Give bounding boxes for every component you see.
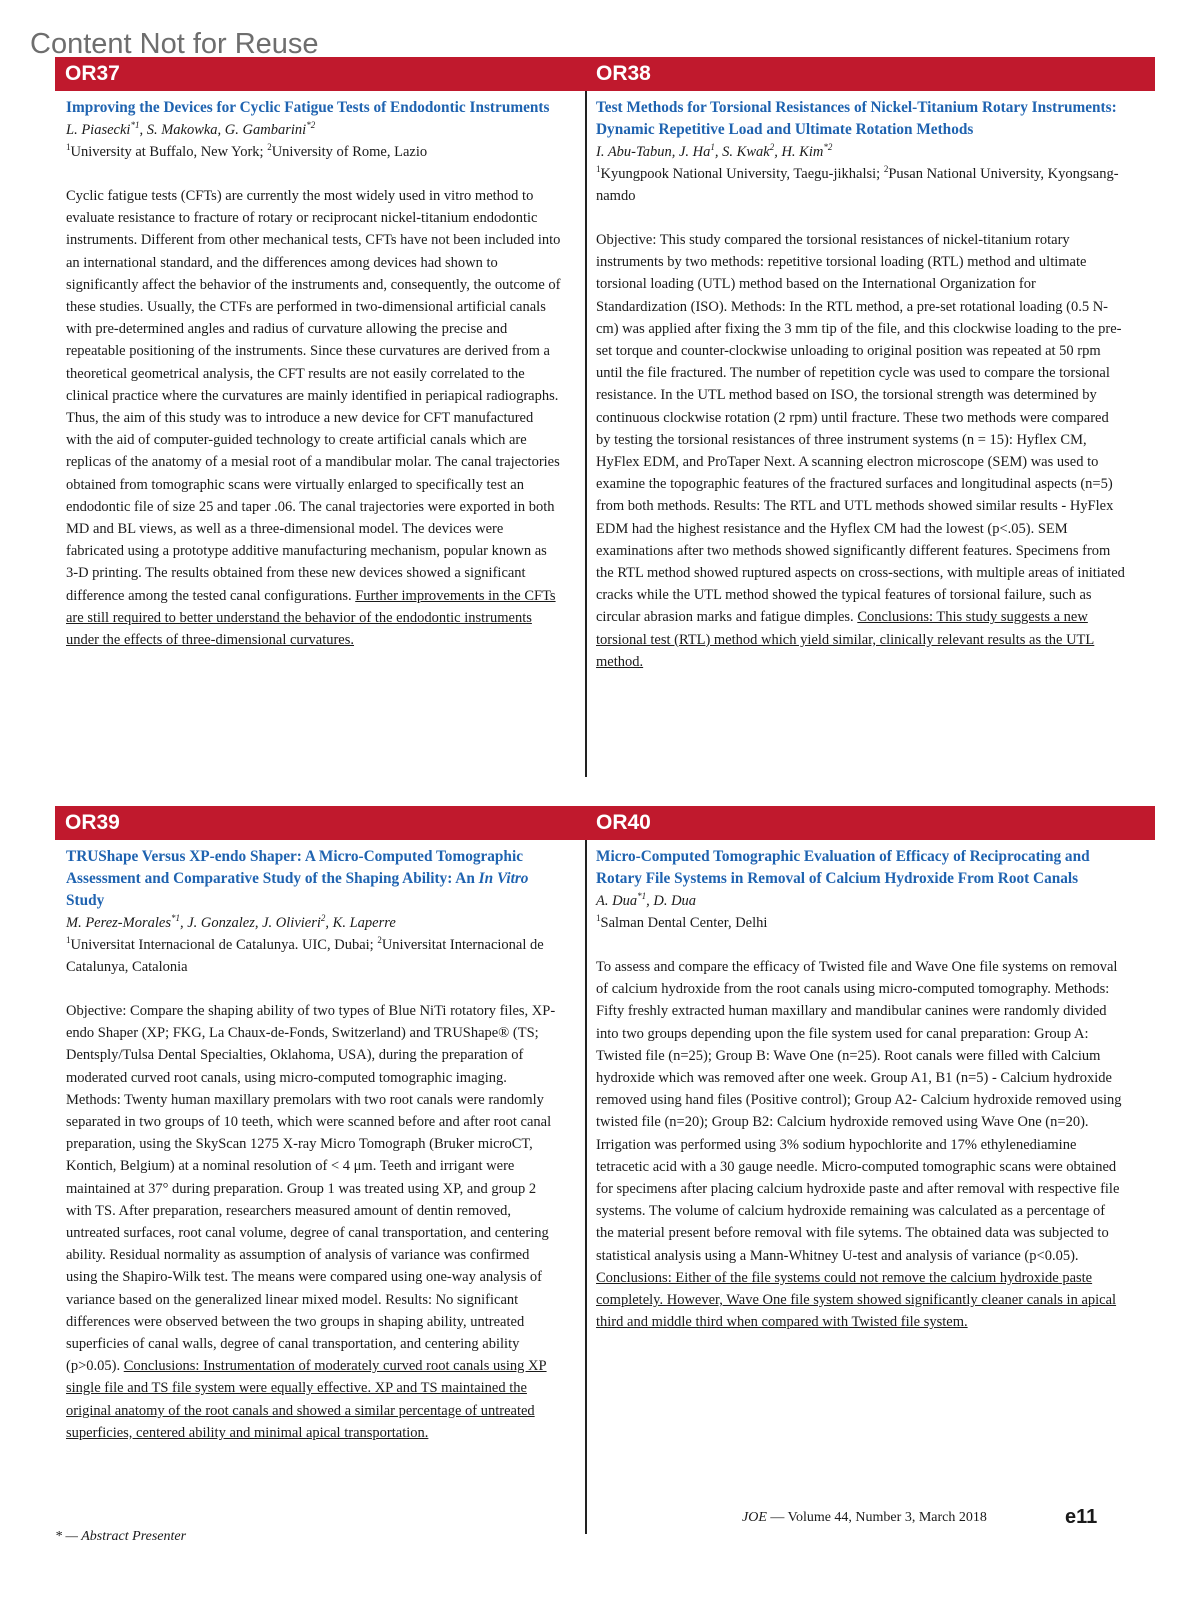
abstract-code-or40: OR40 [596, 811, 651, 834]
abstract-text: Objective: This study compared the torsional resistances of nickel-titanium rotary instruments by two methods: repetitive torsional loading (RTL) method and ultimate torsional loading (UTL) method based on the International Organization for Standardization (ISO). Methods: In the RTL method, a pre-set rotational loading (0.5 N-cm) was applied after fixing the 3 mm tip of the file, and this clockwise loading to the pre-set torque and counter-clockwise unloading to original position was repeated at 50 rpm until the file fractured. The number of repetition cycle was used to compare the torsional resistance. In the UTL method based on ISO, the torsional strength was determined by continuous clockwise rotation (2 rpm) until fracture. These two methods were compared by testing the torsional resistances of three instrument systems (n = 15): Hyflex CM, HyFlex EDM, and ProTaper Next. A scanning electron microscope (SEM) was used to examine the topographic features of the fractured surfaces and longitudinal aspects (n=5) from both methods. Results: The RTL and UTL methods showed similar results - HyFlex EDM had the highest resistance and the Hyflex CM had the lowest (p<.05). SEM examinations after two methods showed significantly different features. Specimens from the RTL method showed ruptured aspects on cross-sections, with multiple areas of initiated cracks while the UTL method showed the typical features of torsional failure, such as circular abrasion marks and fatigue dimples. [596, 232, 1125, 626]
abstract-title: Micro-Computed Tomographic Evaluation of Efficacy of Reciprocating and Rotary File Systems in Removal of Calcium Hydroxide From Root Canals [596, 848, 1090, 887]
section-banner [55, 57, 1155, 91]
abstract-code-or38: OR38 [596, 62, 651, 85]
page-number: e11 [1065, 1506, 1098, 1528]
abstract-body [66, 1000, 562, 1444]
abstract-authors: L. Piasecki$^{*1}$, S. Makowka, G. Gambarini$^{*2}$ [66, 120, 316, 138]
abstract-body [596, 229, 1126, 673]
abstract-or39 [66, 846, 562, 1444]
abstract-authors: M. Perez-Morales$^{*1}$, J. Gonzalez, J. Olivieri$^2$, K. Laperre [66, 913, 396, 931]
abstract-conclusion: Conclusions: This study suggests a new torsional test (RTL) method which yield similar, clinically relevant results as the UTL method. [596, 609, 1095, 670]
abstract-code-or37: OR37 [65, 62, 120, 85]
abstract-authors: A. Dua$^{*1}$, D. Dua [596, 891, 697, 909]
abstract-or40 [596, 846, 1126, 1333]
abstract-title: Improving the Devices for Cyclic Fatigue Tests of Endodontic Instruments [66, 99, 550, 116]
abstract-affiliation: $^1$University at Buffalo, New York; $^2$University of Rome, Lazio [66, 142, 428, 160]
journal-abbr: JOE [742, 1510, 767, 1525]
abstract-or37 [66, 97, 562, 651]
abstract-body [596, 956, 1126, 1333]
abstract-title: Test Methods for Torsional Resistances of Nickel-Titanium Rotary Instruments: Dynamic Repetitive Load and Ultimate Rotation Methods [596, 99, 1117, 138]
abstract-affiliation: $^1$Kyungpook National University, Taegu-jikhalsi; $^2$Pusan National University, Kyongsang-namdo [596, 164, 1119, 204]
presenter-footnote: * — Abstract Presenter [55, 1529, 187, 1544]
journal-citation [742, 1510, 987, 1526]
abstract-conclusion: Conclusions: Instrumentation of moderately curved root canals using XP single file and TS file system were equally effective. XP and TS maintained the original anatomy of the root canals and showed a similar percentage of untreated superficies, centered ability and minimal apical transportation. [66, 1358, 547, 1441]
abstract-title: TRUShape Versus XP-endo Shaper: A Micro-Computed Tomographic Assessment and Comparative Study of the Shaping Ability: An In Vitro Study [66, 848, 529, 909]
abstract-authors: I. Abu-Tabun, J. Ha$^1$, S. Kwak$^2$, H. Kim$^{*2}$ [596, 142, 833, 160]
abstract-row-top [55, 57, 1155, 777]
abstract-text: Cyclic fatigue tests (CFTs) are currently the most widely used in vitro method to evaluate resistance to fracture of rotary or reciprocant nickel-titanium endodontic instruments. Different from other mechanical tests, CFTs have not been included into an international standard, and the differences among devices had shown to significantly affect the behavior of the instruments and, consequently, the outcome of these studies. Usually, the CTFs are performed in two-dimensional artificial canals with pre-determined angles and radius of curvature allowing the precise and repeatable positioning of the instruments. Since these curvatures are derived from a theoretical geometrical analysis, the CFT results are not easily correlated to the clinical practice where the curvatures are mainly identified in periapical radiographs. Thus, the aim of this study was to introduce a new device for CFT manufactured with the aid of computer-guided technology to create artificial canals which are replicas of the anatomy of a mesial root of a mandibular molar. The canal trajectories obtained from tomographic scans were virtually enlarged to specifically test an endodontic file of size 25 and taper .06. The canal trajectories were exported in both MD and BL views, as well as a three-dimensional model. The devices were fabricated using a prototype additive manufacturing mechanism, popular known as 3-D printing. The results obtained from these new devices showed a significant difference among the tested canal configurations. [66, 188, 561, 604]
abstract-or38 [596, 97, 1126, 673]
abstract-affiliation: $^1$Universitat Internacional de Catalunya. UIC, Dubai; $^2$Universitat Internacional de Catalunya, Catalonia [66, 935, 544, 975]
journal-volume: — Volume 44, Number 3, March 2018 [766, 1510, 987, 1525]
abstract-text: Objective: Compare the shaping ability of two types of Blue NiTi rotatory files, XP-endo Shaper (XP; FKG, La Chaux-de-Fonds, Switzerland) and TRUShape® (TS; Dentsply/Tulsa Dental Specialties, Oklahoma, USA), during the preparation of moderated curved root canals, using micro-computed tomographic imaging. Methods: Twenty human maxillary premolars with two root canals were randomly separated in two groups of 10 teeth, which were scanned before and after root canal preparation, using the SkyScan 1275 X-ray Micro Tomograph (Bruker microCT, Kontich, Belgium) at a nominal resolution of < 4 μm. Teeth and irrigant were maintained at 37° during preparation. Group 1 was treated using XP, and group 2 with TS. After preparation, researchers measured amount of dentin removed, untreated surfaces, root canal volume, degree of canal transportation, and centering ability. Residual normality as assumption of analysis of variance was confirmed using the Shapiro-Wilk test. The means were compared using one-way analysis of variance based on the generalized linear mixed model. Results: No significant differences were observed between the two groups in shaping ability, untreated superficies of canal walls, degree of canal transportation, and centering ability (p>0.05). [66, 1003, 556, 1375]
abstract-conclusion: Further improvements in the CFTs are still required to better understand the behavior of the endodontic instruments under the effects of three-dimensional curvatures. [66, 587, 556, 649]
watermark: Content Not for Reuse [30, 28, 319, 60]
abstract-row-bottom [55, 806, 1155, 1534]
abstract-affiliation: $^1$Salman Dental Center, Delhi [596, 913, 768, 931]
section-banner [55, 806, 1155, 840]
abstract-text: To assess and compare the efficacy of Twisted file and Wave One file systems on removal of calcium hydroxide from the root canals using micro-computed tomography. Methods: Fifty freshly extracted human maxillary and mandibular canines were randomly divided into two groups depending upon the file system used for canal preparation: Group A: Twisted file (n=25); Group B: Wave One (n=25). Root canals were filled with Calcium hydroxide which was removed after one week. Group A1, B1 (n=5) - Calcium hydroxide removed using hand files (Positive control); Group A2- Calcium hydroxide removed using twisted file (n=20); Group B2: Calcium hydroxide removed using Wave One (n=20). Irrigation was performed using 3% sodium hypochlorite and 17% ethylenediamine tetracetic acid with a 30 gauge needle. Micro-computed tomographic scans were obtained for specimens after placing calcium hydroxide paste and after removal with respective file systems. The volume of calcium hydroxide remaining was calculated as a percentage of the material present before removal with file sytems. The obtained data was subjected to statistical analysis using a Mann-Whitney U-test and analysis of variance (p<0.05). [596, 959, 1122, 1264]
column-divider [585, 91, 587, 777]
abstract-code-or39: OR39 [65, 811, 120, 834]
abstract-body [66, 185, 562, 651]
abstract-conclusion: Conclusions: Either of the file systems could not remove the calcium hydroxide paste completely. However, Wave One file system showed significantly cleaner canals in apical third and middle third when compared with Twisted file system. [596, 1269, 1117, 1331]
column-divider [585, 840, 587, 1534]
